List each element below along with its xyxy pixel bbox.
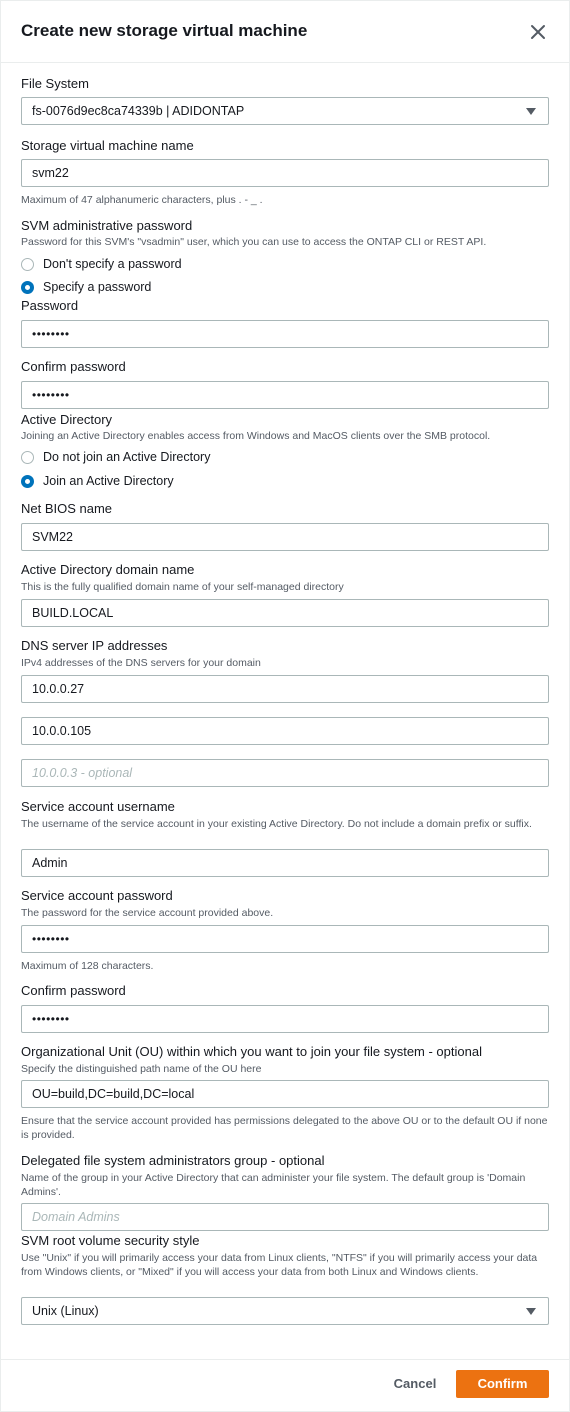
- svc-user-input[interactable]: Admin: [21, 849, 549, 877]
- close-icon: [527, 21, 549, 43]
- admin-group-input[interactable]: Domain Admins: [21, 1203, 549, 1231]
- netbios-input[interactable]: SVM22: [21, 523, 549, 551]
- ad-domain-input[interactable]: BUILD.LOCAL: [21, 599, 549, 627]
- radio-button[interactable]: [21, 451, 34, 464]
- ou-desc: Specify the distinguished path name of the OU here: [21, 1063, 262, 1075]
- modal-header: [1, 1, 569, 63]
- file-system-label: File System: [21, 76, 89, 91]
- radio-button-selected[interactable]: [21, 281, 34, 294]
- chevron-down-icon: [526, 108, 536, 115]
- svm-password-label: SVM administrative password: [21, 218, 193, 233]
- password-label: Password: [21, 298, 79, 313]
- password-input[interactable]: ••••••••: [21, 320, 549, 348]
- cancel-button[interactable]: Cancel: [393, 1376, 437, 1391]
- svc-confirm-password-input[interactable]: ••••••••: [21, 1005, 549, 1033]
- active-directory-label: Active Directory: [21, 412, 113, 427]
- svm-password-desc: Password for this SVM's "vsadmin" user, which you can use to access the ONTAP CLI or REST API.: [21, 236, 487, 248]
- ad-domain-label: Active Directory domain name: [21, 562, 195, 577]
- netbios-label: Net BIOS name: [21, 501, 113, 516]
- modal-title: Create new storage virtual machine: [21, 21, 308, 40]
- radio-specify-password[interactable]: [21, 279, 151, 295]
- admin-group-desc: Name of the group in your Active Directory that can administer your file system. The default group is 'Domain Admins'.: [21, 1172, 526, 1198]
- radio-button[interactable]: [21, 258, 34, 271]
- svm-name-label: Storage virtual machine name: [21, 138, 194, 153]
- radio-join-ad-label: Join an Active Directory: [43, 474, 174, 488]
- close-button[interactable]: [527, 21, 549, 43]
- dns-ip-1-input[interactable]: 10.0.0.27: [21, 675, 549, 703]
- svc-user-label: Service account username: [21, 799, 175, 814]
- file-system-value: fs-0076d9ec8ca74339b | ADIDONTAP: [32, 104, 245, 118]
- radio-no-password-label: Don't specify a password: [43, 257, 182, 271]
- radio-join-ad[interactable]: [21, 473, 174, 489]
- confirm-password-label: Confirm password: [21, 359, 126, 374]
- active-directory-desc: Joining an Active Directory enables access from Windows and MacOS clients over the SMB protocol.: [21, 430, 491, 442]
- svm-name-hint: Maximum of 47 alphanumeric characters, plus . - _ .: [21, 194, 263, 206]
- confirm-password-input[interactable]: ••••••••: [21, 381, 549, 409]
- radio-no-password[interactable]: [21, 256, 182, 272]
- security-style-label: SVM root volume security style: [21, 1233, 200, 1248]
- ou-hint: Ensure that the service account provided has permissions delegated to the above OU or to the default OU if none is provided.: [21, 1115, 548, 1141]
- svc-confirm-password-label: Confirm password: [21, 983, 126, 998]
- ad-domain-desc: This is the fully qualified domain name of your self-managed directory: [21, 581, 344, 593]
- admin-group-label: Delegated file system administrators group - optional: [21, 1153, 325, 1168]
- dns-label: DNS server IP addresses: [21, 638, 168, 653]
- radio-no-ad[interactable]: [21, 449, 210, 465]
- security-style-desc: Use "Unix" if you will primarily access your data from Linux clients, "NTFS" if you will primarily access your data from Windows clients, or "Mixed" if you will access your data from both Linux and Windows clients.: [21, 1252, 538, 1278]
- file-system-select[interactable]: [21, 97, 549, 125]
- svc-password-desc: The password for the service account provided above.: [21, 907, 274, 919]
- radio-button-selected[interactable]: [21, 475, 34, 488]
- security-style-select[interactable]: [21, 1297, 549, 1325]
- footer-divider: [1, 1359, 569, 1360]
- svc-password-hint: Maximum of 128 characters.: [21, 960, 154, 972]
- dns-ip-3-input[interactable]: 10.0.0.3 - optional: [21, 759, 549, 787]
- ou-label: Organizational Unit (OU) within which you want to join your file system - optional: [21, 1044, 482, 1059]
- radio-specify-password-label: Specify a password: [43, 280, 152, 294]
- svc-user-desc: The username of the service account in your existing Active Directory. Do not include a domain prefix or suffix.: [21, 818, 532, 830]
- radio-no-ad-label: Do not join an Active Directory: [43, 450, 211, 464]
- dns-desc: IPv4 addresses of the DNS servers for your domain: [21, 657, 261, 669]
- dns-ip-2-input[interactable]: 10.0.0.105: [21, 717, 549, 745]
- ou-input[interactable]: OU=build,DC=build,DC=local: [21, 1080, 549, 1108]
- svc-password-label: Service account password: [21, 888, 173, 903]
- security-style-value: Unix (Linux): [32, 1304, 99, 1318]
- svm-name-input[interactable]: svm22: [21, 159, 549, 187]
- svc-password-input[interactable]: ••••••••: [21, 925, 549, 953]
- chevron-down-icon: [526, 1308, 536, 1315]
- confirm-button[interactable]: Confirm: [456, 1370, 549, 1398]
